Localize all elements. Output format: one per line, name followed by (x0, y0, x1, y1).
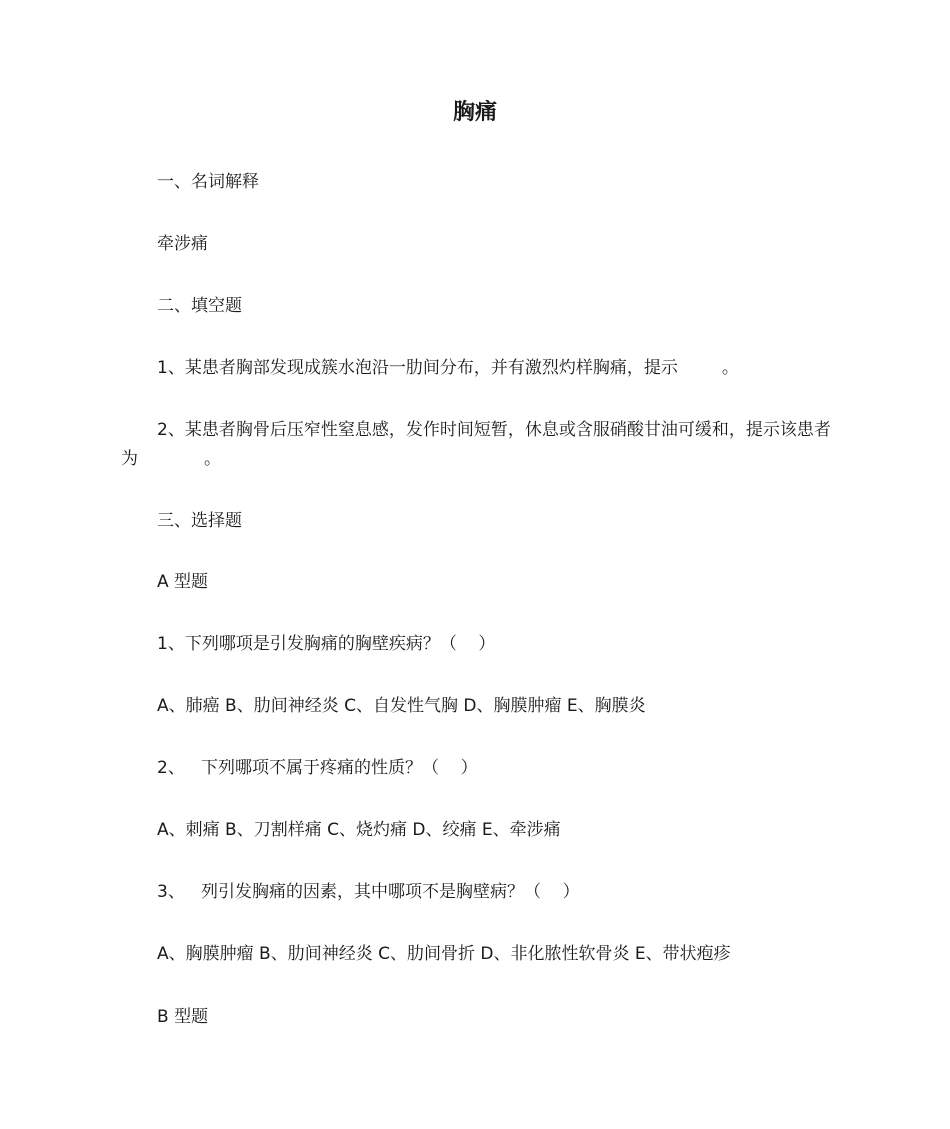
term-item: 牵涉痛 (157, 234, 208, 254)
choice-question-2: 2、 下列哪项不属于疼痛的性质？（ ） (157, 758, 478, 778)
section-heading-terms: 一、名词解释 (157, 172, 259, 192)
fill-question-2 (121, 416, 831, 474)
fill-question-2-end: 。 (204, 449, 221, 469)
choice-question-1: 1、下列哪项是引发胸痛的胸壁疾病？（ ） (157, 634, 496, 654)
section-heading-choice: 三、选择题 (157, 511, 242, 531)
section-heading-fill: 二、填空题 (157, 296, 242, 316)
fill-question-1-end: 。 (721, 358, 739, 378)
choice-question-3: 3、 列引发胸痛的因素，其中哪项不是胸壁病？（ ） (157, 882, 580, 902)
fill-question-1 (157, 356, 739, 380)
fill-question-2-text: 2、某患者胸骨后压窄性窒息感，发作时间短暂，休息或含服硝酸甘油可缓和，提示该患者为 (121, 420, 831, 469)
choice-question-3-options: A、胸膜肿瘤 B、肋间神经炎 C、肋间骨折 D、非化脓性软骨炎 E、带状疱疹 (157, 944, 731, 964)
question-type-b: B 型题 (157, 1007, 209, 1027)
page-title: 胸痛 (452, 100, 497, 125)
choice-question-1-options: A、肺癌 B、肋间神经炎 C、自发性气胸 D、胸膜肿瘤 E、胸膜炎 (157, 696, 646, 716)
question-type-a: A 型题 (157, 572, 209, 592)
choice-question-2-options: A、刺痛 B、刀割样痛 C、烧灼痛 D、绞痛 E、牵涉痛 (157, 820, 561, 840)
fill-question-1-text: 1、某患者胸部发现成簇水泡沿一肋间分布，并有激烈灼样胸痛，提示 (157, 358, 678, 378)
